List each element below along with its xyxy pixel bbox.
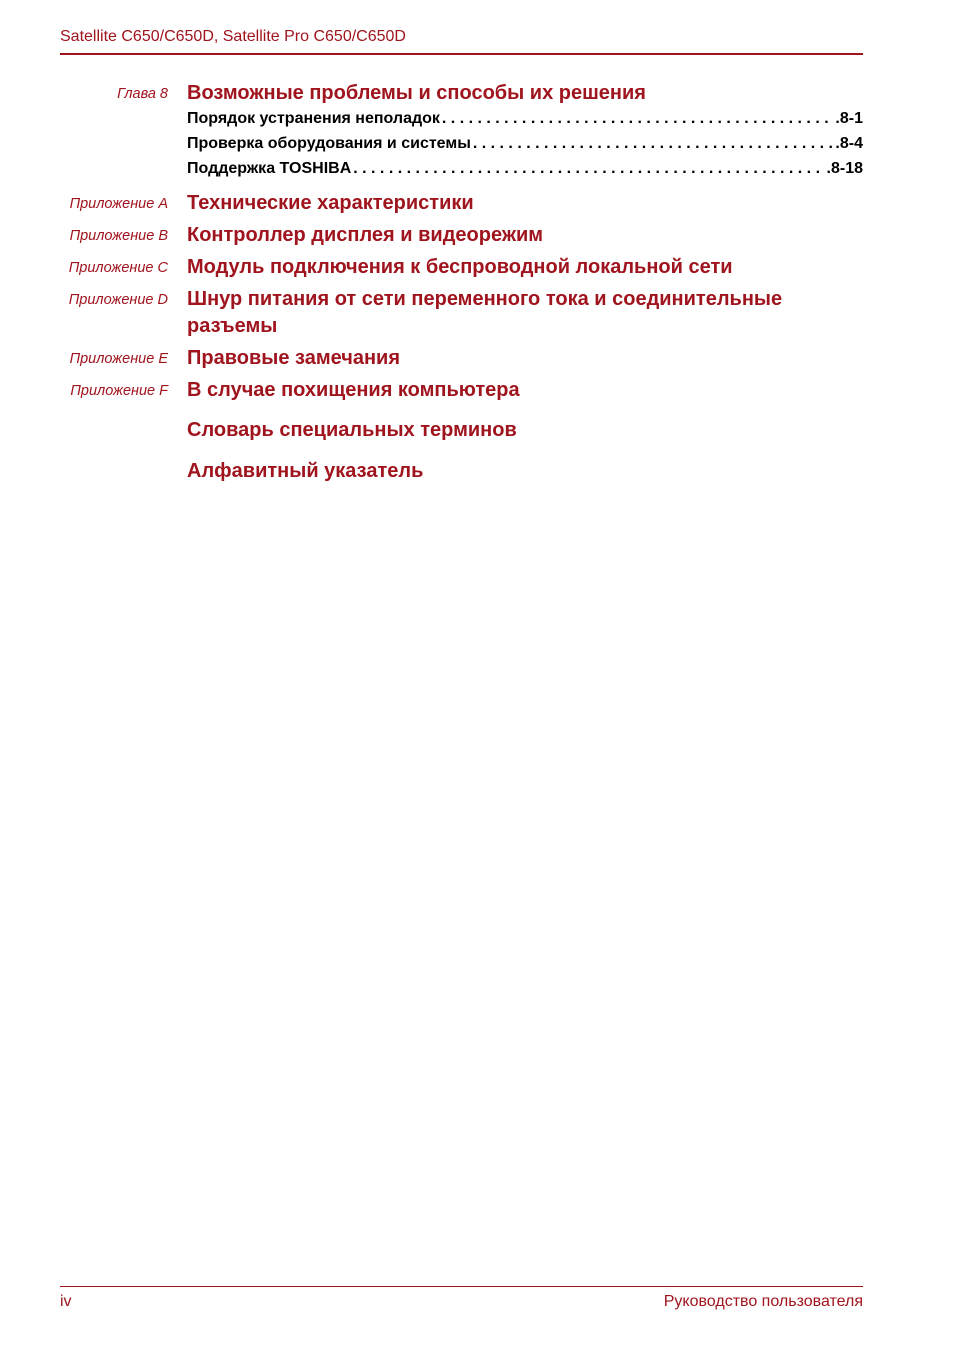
- appendix-title[interactable]: Шнур питания от сети переменного тока и соединительные разъемы: [187, 288, 783, 337]
- appendix-label: Приложение D: [68, 292, 168, 308]
- entry-page: .8-18: [826, 160, 863, 177]
- appendix-label: Приложение C: [68, 260, 168, 276]
- dot-leader: [473, 135, 834, 153]
- toc-entry-hardware-check[interactable]: [187, 135, 863, 157]
- appendix-label: Приложение B: [69, 228, 168, 244]
- appendix-title[interactable]: Модуль подключения к беспроводной локальной сети: [187, 256, 733, 278]
- appendix-title[interactable]: Технические характеристики: [187, 192, 474, 214]
- chapter-label: Глава 8: [117, 86, 168, 102]
- chapter-title[interactable]: Возможные проблемы и способы их решения: [187, 82, 646, 104]
- entry-page: .8-4: [835, 135, 863, 152]
- glossary-title[interactable]: Словарь специальных терминов: [187, 419, 517, 441]
- toc-entry-troubleshooting[interactable]: [187, 110, 863, 132]
- dot-leader: [442, 110, 834, 128]
- footer-manual-title: Руководство пользователя: [663, 1293, 863, 1310]
- footer-divider: [60, 1286, 863, 1287]
- dot-leader: [353, 160, 824, 178]
- index-title[interactable]: Алфавитный указатель: [187, 460, 424, 482]
- appendix-title[interactable]: Правовые замечания: [187, 347, 401, 369]
- entry-text: Поддержка TOSHIBA: [187, 160, 352, 177]
- entry-text: Порядок устранения неполадок: [187, 110, 440, 127]
- header-title: Satellite C650/C650D, Satellite Pro C650/C650D: [60, 28, 406, 45]
- appendix-label: Приложение E: [69, 351, 168, 367]
- page-number: iv: [60, 1293, 72, 1310]
- entry-text: Проверка оборудования и системы: [187, 135, 471, 152]
- header-divider: [60, 53, 863, 55]
- appendix-label: Приложение F: [70, 383, 168, 399]
- appendix-title[interactable]: Контроллер дисплея и видеорежим: [187, 224, 544, 246]
- entry-page: .8-1: [835, 110, 863, 127]
- appendix-title[interactable]: В случае похищения компьютера: [187, 379, 520, 401]
- toc-entry-toshiba-support[interactable]: [187, 160, 863, 182]
- appendix-label: Приложение A: [69, 196, 168, 212]
